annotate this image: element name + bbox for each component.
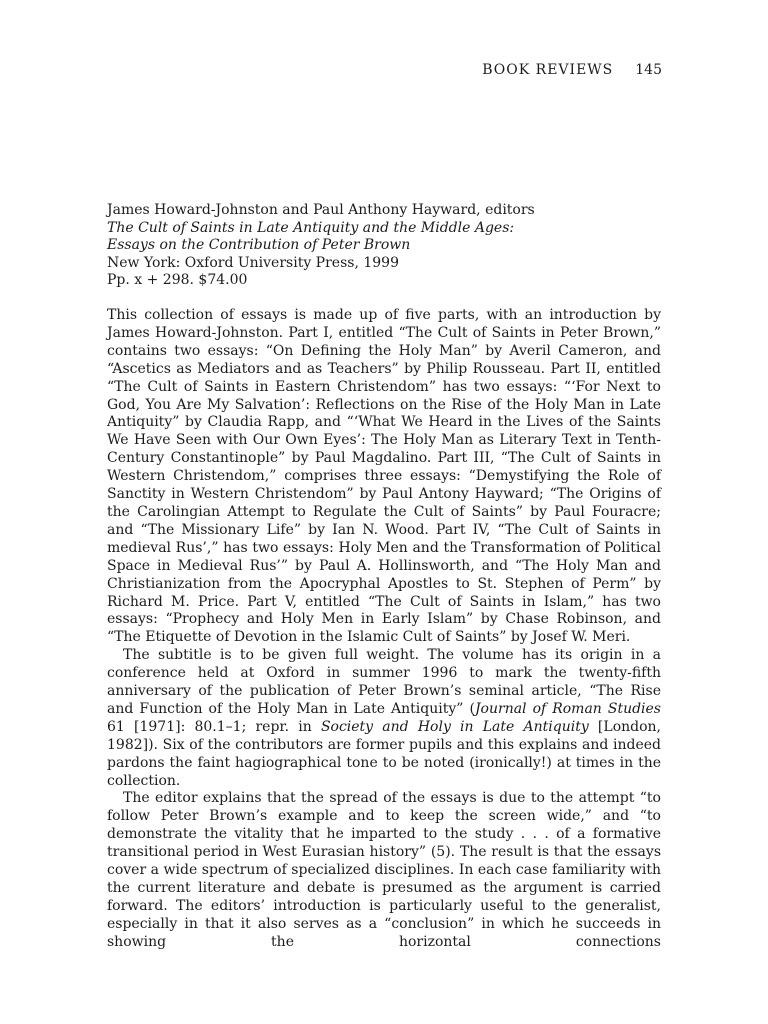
book-title-line-1: The Cult of Saints in Late Antiquity and the Middle Ages: [107,219,515,236]
pages-price-line: Pp. x + 298. $74.00 [107,272,248,288]
review-body [107,307,661,952]
section-title: BOOK REVIEWS [482,62,614,78]
paragraph-1: This collection of essays is made up of five parts, with an introduction by James Howard-Johnston. Part I, entitled “The Cult of Saints in Peter Brown,” contains two essays: “On Defining the Holy Man” by Averil Cameron, and “Ascetics as Mediators and as Teachers” by Philip Rousseau. Part II, entitled “The Cult of Saints in Eastern Christendom” has two essays: “‘For Next to God, You Are My Salvation’: Reflections on the Rise of the Holy Man in Late Antiquity” by Claudia Rapp, and “‘What We Heard in the Lives of the Saints We Have Seen with Our Own Eyes’: The Holy Man as Literary Text in Tenth-Century Constantinople” by Paul Magdalino. Part III, “The Cult of Saints in Western Christendom,” comprises three essays: “Demystifying the Role of Sanctity in Western Christendom” by Paul Antony Hayward; “The Origins of the Carolingian Attempt to Regulate the Cult of Saints” by Paul Fouracre; and “The Missionary Life” by Ian N. Wood. Part IV, “The Cult of Saints in medieval Rus’,” has two essays: Holy Men and the Transformation of Political Space in Medieval Rus’” by Paul A. Hollinsworth, and “The Holy Man and Christianization from the Apocryphal Apostles to St. Stephen of Perm” by Richard M. Price. Part V, entitled “The Cult of Saints in Islam,” has two essays: “Prophecy and Holy Men in Early Islam” by Chase Robinson, and “The Etiquette of Devotion in the Islamic Cult of Saints” by Josef W. Meri. [107,307,661,646]
paragraph-2-text-a: The subtitle is to be given full weight. The volume has its origin in a conference held at Oxford in summer 1996 to mark the twenty-fifth anniversary of the publication of Peter Brown’s seminal article, “The Rise and Function of the Holy Man in Late Antiquity” ( [107,647,661,717]
running-head [470,62,662,78]
editors-line: James Howard-Johnston and Paul Anthony Hayward, editors [107,202,535,218]
paragraph-2-text-c: [London, 1982]). Six of the contributors are former pupils and this explains and indeed pardons the faint hagiographical tone to be noted (ironically!) at times in the collection. [107,718,661,789]
journal-title: Journal of Roman Studies [474,700,661,717]
paragraph-3: The editor explains that the spread of the essays is due to the attempt “to follow Peter Brown’s example and to keep the screen wide,” and “to demonstrate the vitality that he imparted to the study . . . of a formative transitional period in West Eurasian history” (5). The result is that the essays cover a wide spectrum of specialized disciplines. In each case familiarity with the current literature and debate is presumed as the argument is carried forward. The editors’ introduction is particularly useful to the generalist, especially in that it also serves as a “conclusion” in which he succeeds in showing the horizontal connections [107,790,661,950]
cited-book-title: Society and Holy in Late Antiquity [320,718,589,735]
bibliographic-entry [107,202,667,290]
book-title-line-2: Essays on the Contribution of Peter Brown [107,237,411,253]
paragraph-2 [107,647,661,790]
publisher-line: New York: Oxford University Press, 1999 [107,254,399,271]
page-number: 145 [635,62,662,78]
paragraph-2-text-b: 61 [1971]: 80.1–1; repr. in [107,718,321,735]
